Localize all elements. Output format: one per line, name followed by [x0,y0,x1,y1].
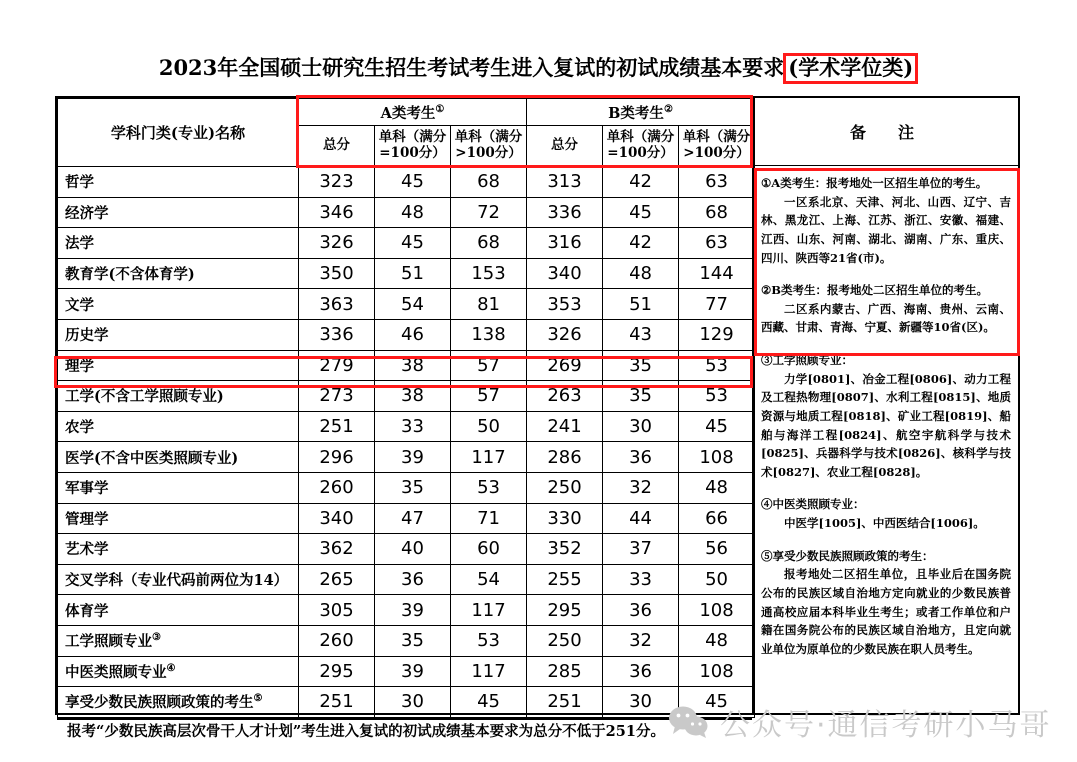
score-cell: 40 [375,534,451,565]
note-block [761,547,1011,659]
score-cell: 63 [679,228,755,259]
row-subject-name [58,289,299,320]
score-cell: 295 [299,656,375,687]
header-b-single-eq100: 单科（满分 =100分） [603,126,679,167]
score-cell: 53 [679,350,755,381]
row-subject-label: 工学(不含工学照顾专业) [65,388,224,406]
note-body: 报考地处二区招生单位，且毕业后在国务院公布的民族区域自治地方定向就业的少数民族普通高校应届本科毕业生考生；或者工作单位和户籍在国务院公布的民族区域自治地方，且定向就业单位为原单位的少数民族在职人员考生。 [761,567,1011,656]
row-subject-label: 体育学 [65,602,109,620]
table-row [58,534,755,565]
table-row [58,289,755,320]
row-subject-name [58,687,299,718]
score-cell: 46 [375,319,451,350]
score-cell: 108 [679,595,755,626]
note-title: ①A类考生：报考地处一区招生单位的考生。 [761,176,988,190]
row-subject-name [58,503,299,534]
score-cell: 305 [299,595,375,626]
note-block [761,351,1011,481]
table-row [58,319,755,350]
note-title: ④中医类照顾专业： [761,497,865,512]
score-cell: 53 [451,625,527,656]
row-subject-name [58,258,299,289]
scores-section [57,98,754,740]
row-subject-name [58,625,299,656]
score-cell: 63 [679,167,755,198]
score-cell: 45 [375,228,451,259]
row-subject-label: 理学 [65,357,94,375]
score-cell: 45 [375,167,451,198]
note-body: 一区系北京、天津、河北、山西、辽宁、吉林、黑龙江、上海、江苏、浙江、安徽、福建、江西、山东、河南、湖北、湖南、广东、重庆、四川、陕西等21省(市)。 [761,194,1011,265]
score-cell: 36 [603,595,679,626]
scores-table [57,98,755,718]
score-cell: 336 [527,197,603,228]
score-cell: 37 [603,534,679,565]
score-cell: 50 [679,564,755,595]
score-cell: 241 [527,411,603,442]
row-subject-sup: ③ [152,632,161,644]
score-cell: 260 [299,472,375,503]
score-cell: 30 [603,687,679,718]
notes-section [754,98,1018,713]
score-cell: 362 [299,534,375,565]
score-cell: 36 [603,656,679,687]
row-subject-label: 历史学 [65,327,109,345]
row-subject-name [58,319,299,350]
header-group-a-sup: ① [435,103,445,115]
scores-table-head [58,99,755,167]
row-subject-label: 教育学(不含体育学) [65,266,195,284]
score-cell: 53 [451,472,527,503]
score-cell: 47 [375,503,451,534]
page-title-highlight: (学术学位类) [783,53,918,84]
score-cell: 30 [375,687,451,718]
score-cell: 48 [603,258,679,289]
note-title: ③工学照顾专业： [761,353,853,367]
table-row [58,411,755,442]
table-row [58,442,755,473]
row-subject-name [58,228,299,259]
score-cell: 138 [451,319,527,350]
header-subject-name: 学科门类(专业)名称 [58,99,299,167]
score-cell: 48 [679,472,755,503]
score-cell: 35 [375,625,451,656]
table-row [58,564,755,595]
score-cell: 153 [451,258,527,289]
row-subject-name [58,167,299,198]
row-subject-label: 中医类照顾专业 [65,663,167,681]
score-cell: 48 [375,197,451,228]
row-subject-label: 医学(不含中医类照顾专业) [65,449,239,467]
table-row [58,503,755,534]
score-cell: 66 [679,503,755,534]
score-cell: 60 [451,534,527,565]
note-block [761,174,1011,267]
row-subject-label: 文学 [65,296,94,314]
score-cell: 38 [375,381,451,412]
score-cell: 39 [375,656,451,687]
score-cell: 326 [299,228,375,259]
header-group-b: B类考生② [527,99,755,126]
row-subject-label: 经济学 [65,204,109,222]
header-a-single-eq100: 单科（满分 =100分） [375,126,451,167]
note-title: ②B类考生：报考地处二区招生单位的考生。 [761,283,989,298]
score-cell: 295 [527,595,603,626]
row-subject-name [58,564,299,595]
score-cell: 279 [299,350,375,381]
notes-list [754,166,1018,713]
page-title [0,52,1077,84]
note-body: 力学[0801]、冶金工程[0806]、动力工程及工程热物理[0807]、水利工程[0815]、地质资源与地质工程[0818]、矿业工程[0819]、船舶与海洋工程[0824]、航空宇航科学与技术[0825]、兵器科学与技术[0826]、核科学与技术[0827]、农业工程[0828]。 [761,371,1011,479]
score-cell: 296 [299,442,375,473]
row-subject-name [58,595,299,626]
score-cell: 42 [603,167,679,198]
score-cell: 108 [679,442,755,473]
score-cell: 35 [375,472,451,503]
score-cell: 251 [299,687,375,718]
score-cell: 50 [451,411,527,442]
row-subject-name [58,442,299,473]
score-cell: 72 [451,197,527,228]
score-cell: 313 [527,167,603,198]
score-cell: 286 [527,442,603,473]
score-cell: 48 [679,625,755,656]
score-cell: 336 [299,319,375,350]
score-cell: 68 [679,197,755,228]
score-cell: 353 [527,289,603,320]
row-subject-name [58,197,299,228]
score-cell: 68 [451,228,527,259]
score-cell: 326 [527,319,603,350]
table-row [58,350,755,381]
watermark-text: 公众号·通信考研小马哥 [720,708,1052,743]
note-title: ⑤享受少数民族照顾政策的考生： [761,548,934,563]
score-cell: 57 [451,350,527,381]
score-cell: 68 [451,167,527,198]
score-cell: 340 [527,258,603,289]
score-cell: 81 [451,289,527,320]
score-cell: 51 [375,258,451,289]
score-cell: 45 [451,687,527,718]
row-subject-name [58,411,299,442]
score-cell: 35 [603,381,679,412]
score-cell: 38 [375,350,451,381]
score-cell: 45 [679,687,755,718]
score-cell: 32 [603,472,679,503]
score-cell: 35 [603,350,679,381]
row-subject-name [58,656,299,687]
score-cell: 363 [299,289,375,320]
score-cell: 45 [603,197,679,228]
score-cell: 51 [603,289,679,320]
score-cell: 144 [679,258,755,289]
row-subject-label: 管理学 [65,510,109,528]
row-subject-name [58,350,299,381]
score-cell: 54 [375,289,451,320]
score-cell: 117 [451,442,527,473]
row-subject-label: 农学 [65,419,94,437]
row-subject-name [58,381,299,412]
table-row [58,656,755,687]
table-row [58,687,755,718]
score-cell: 53 [679,381,755,412]
score-cell: 32 [603,625,679,656]
table-row [58,595,755,626]
row-subject-name [58,472,299,503]
score-cell: 54 [451,564,527,595]
header-notes: 备 注 [754,98,1018,166]
score-cell: 255 [527,564,603,595]
note-body: 二区系内蒙古、广西、海南、贵州、云南、西藏、甘肃、青海、宁夏、新疆等10省(区)。 [761,301,1011,335]
score-cell: 42 [603,228,679,259]
table-row [58,381,755,412]
row-subject-label: 艺术学 [65,541,109,559]
row-subject-sup: ⑤ [253,693,263,705]
score-cell: 71 [451,503,527,534]
score-cell: 273 [299,381,375,412]
table-row [58,197,755,228]
score-cell: 108 [679,656,755,687]
score-cell: 39 [375,442,451,473]
page-title-main: 2023年全国硕士研究生招生考试考生进入复试的初试成绩基本要求 [158,55,785,80]
scores-table-body [58,167,755,718]
score-cell: 260 [299,625,375,656]
table-row [58,625,755,656]
row-subject-label: 哲学 [65,174,94,192]
score-cell: 352 [527,534,603,565]
score-cell: 129 [679,319,755,350]
header-a-total: 总分 [299,126,375,167]
score-cell: 265 [299,564,375,595]
score-cell: 330 [527,503,603,534]
row-subject-sup: ④ [166,662,176,674]
score-cell: 56 [679,534,755,565]
score-cell: 45 [679,411,755,442]
row-subject-label: 法学 [65,235,94,253]
score-cell: 43 [603,319,679,350]
header-group-b-sup: ② [663,103,673,115]
score-cell: 250 [527,625,603,656]
footer-note: 报考“少数民族高层次骨干人才计划”考生进入复试的初试成绩基本要求为总分不低于251分。 [57,718,752,741]
score-cell: 57 [451,381,527,412]
score-cell: 340 [299,503,375,534]
table-header-row-groups [58,99,755,126]
row-subject-label: 军事学 [65,480,109,498]
table-row [58,258,755,289]
score-cell: 44 [603,503,679,534]
score-cell: 269 [527,350,603,381]
score-cell: 33 [375,411,451,442]
score-cell: 36 [375,564,451,595]
score-cell: 39 [375,595,451,626]
score-cell: 251 [527,687,603,718]
header-a-single-gt100: 单科（满分 >100分） [451,126,527,167]
table-row [58,228,755,259]
header-b-total: 总分 [527,126,603,167]
header-group-a: A类考生① [299,99,527,126]
table-row [58,167,755,198]
score-cell: 316 [527,228,603,259]
table-row [58,472,755,503]
row-subject-label: 工学照顾专业 [65,633,152,651]
row-subject-label: 交叉学科（专业代码前两位为14） [65,572,289,590]
score-cell: 250 [527,472,603,503]
score-cell: 117 [451,656,527,687]
note-block [761,281,1011,337]
row-subject-label: 享受少数民族照顾政策的考生 [65,694,254,712]
wechat-icon [668,705,708,739]
note-body: 中医学[1005]、中西医结合[1006]。 [784,516,985,530]
score-cell: 263 [527,381,603,412]
note-block [761,495,1011,532]
score-cell: 33 [603,564,679,595]
score-cell: 30 [603,411,679,442]
row-subject-name [58,534,299,565]
score-cell: 117 [451,595,527,626]
score-cell: 77 [679,289,755,320]
watermark [668,700,1052,744]
score-cell: 251 [299,411,375,442]
header-b-single-gt100: 单科（满分 >100分） [679,126,755,167]
score-cell: 350 [299,258,375,289]
score-cell: 346 [299,197,375,228]
score-cell: 36 [603,442,679,473]
score-cell: 323 [299,167,375,198]
score-cell: 285 [527,656,603,687]
